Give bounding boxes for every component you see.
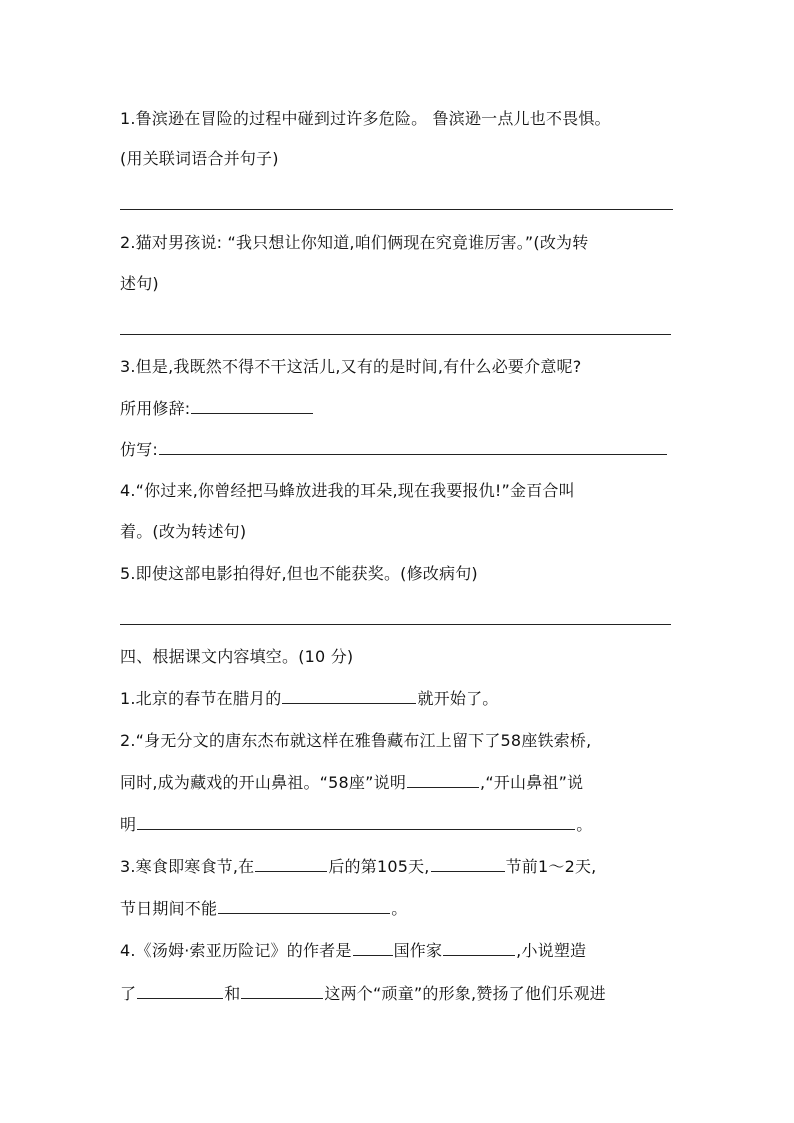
q3-rhetoric-label: 所用修辞: — [120, 399, 191, 418]
s4-q2-blank-ancestor[interactable] — [137, 813, 575, 830]
q1-text: 1.鲁滨逊在冒险的过程中碰到过许多危险。 鲁滨逊一点儿也不畏惧。 — [120, 109, 611, 128]
s4-q2-line2-a: 同时,成为藏戏的开山鼻祖。“58座”说明 — [120, 773, 407, 792]
q1-instruction: (用关联词语合并句子) — [120, 149, 279, 168]
q2-answer-line[interactable] — [120, 334, 671, 335]
s4-q4-line1-c: ,小说塑造 — [516, 941, 587, 960]
s4-q4-line2-c: 这两个“顽童”的形象,赞扬了他们乐观进 — [324, 984, 606, 1003]
s4-q1-after: 就开始了。 — [417, 689, 499, 708]
s4-q2-line2-b: ,“开山鼻祖”说 — [480, 773, 584, 792]
s4-q2-line3-a: 明 — [120, 815, 137, 834]
s4-q4-line1-b: 国作家 — [393, 941, 443, 960]
s4-q4-blank-country[interactable] — [353, 939, 393, 956]
s4-q1-before: 1.北京的春节在腊月的 — [120, 689, 282, 708]
s4-q4-line2 — [120, 982, 606, 1005]
q3-imitate-label: 仿写: — [120, 440, 158, 459]
s4-q3-line1-c: 节前1～2天, — [505, 857, 597, 876]
q4-text: 4.“你过来,你曾经把马蜂放进我的耳朵,现在我要报仇!”金百合叫 — [120, 481, 575, 500]
s4-q3-line2-a: 节日期间不能 — [120, 899, 218, 918]
s4-q3-line1-a: 3.寒食即寒食节,在 — [120, 857, 255, 876]
s4-q3-line1-b: 后的第105天, — [328, 857, 430, 876]
q3-rhetoric-blank[interactable] — [191, 397, 313, 414]
s4-q2-line2 — [120, 771, 583, 794]
section4-heading: 四、根据课文内容填空。(10 分) — [120, 647, 354, 666]
q3-rhetoric-row — [120, 397, 314, 420]
s4-q4-line2-a: 了 — [120, 984, 137, 1003]
s4-q4-line1 — [120, 939, 586, 962]
q3-imitate-blank[interactable] — [159, 438, 667, 455]
q4-instruction: 着。(改为转述句) — [120, 522, 247, 541]
s4-q3-line2 — [120, 897, 407, 920]
q2-text: 2.猫对男孩说: “我只想让你知道,咱们俩现在究竟谁厉害。”(改为转 — [120, 233, 589, 252]
s4-q4-blank-author[interactable] — [443, 939, 515, 956]
s4-q4-blank-char2[interactable] — [241, 982, 323, 999]
s4-q2-line3 — [120, 813, 592, 836]
s4-q4-line2-b: 和 — [224, 984, 241, 1003]
s4-q3-blank-1[interactable] — [255, 855, 327, 872]
s4-q2-line3-b: 。 — [576, 815, 593, 834]
q3-text: 3.但是,我既然不得不干这活儿,又有的是时间,有什么必要介意呢? — [120, 357, 582, 376]
s4-q3-line2-b: 。 — [391, 899, 408, 918]
s4-q3-line1 — [120, 855, 596, 878]
q2-instruction: 述句) — [120, 274, 159, 293]
q5-text: 5.即使这部电影拍得好,但也不能获奖。(修改病句) — [120, 564, 478, 583]
s4-q3-blank-2[interactable] — [431, 855, 505, 872]
s4-q1-row — [120, 687, 498, 710]
s4-q2-blank-58[interactable] — [407, 771, 479, 788]
s4-q4-line1-a: 4.《汤姆·索亚历险记》的作者是 — [120, 941, 352, 960]
q1-answer-line[interactable] — [120, 209, 673, 210]
q3-imitate-row — [120, 438, 668, 461]
s4-q3-blank-3[interactable] — [218, 897, 390, 914]
s4-q1-blank[interactable] — [282, 687, 416, 704]
q5-answer-line[interactable] — [120, 624, 671, 625]
s4-q2-line1: 2.“身无分文的唐东杰布就这样在雅鲁藏布江上留下了58座铁索桥, — [120, 731, 592, 750]
s4-q4-blank-char1[interactable] — [137, 982, 223, 999]
